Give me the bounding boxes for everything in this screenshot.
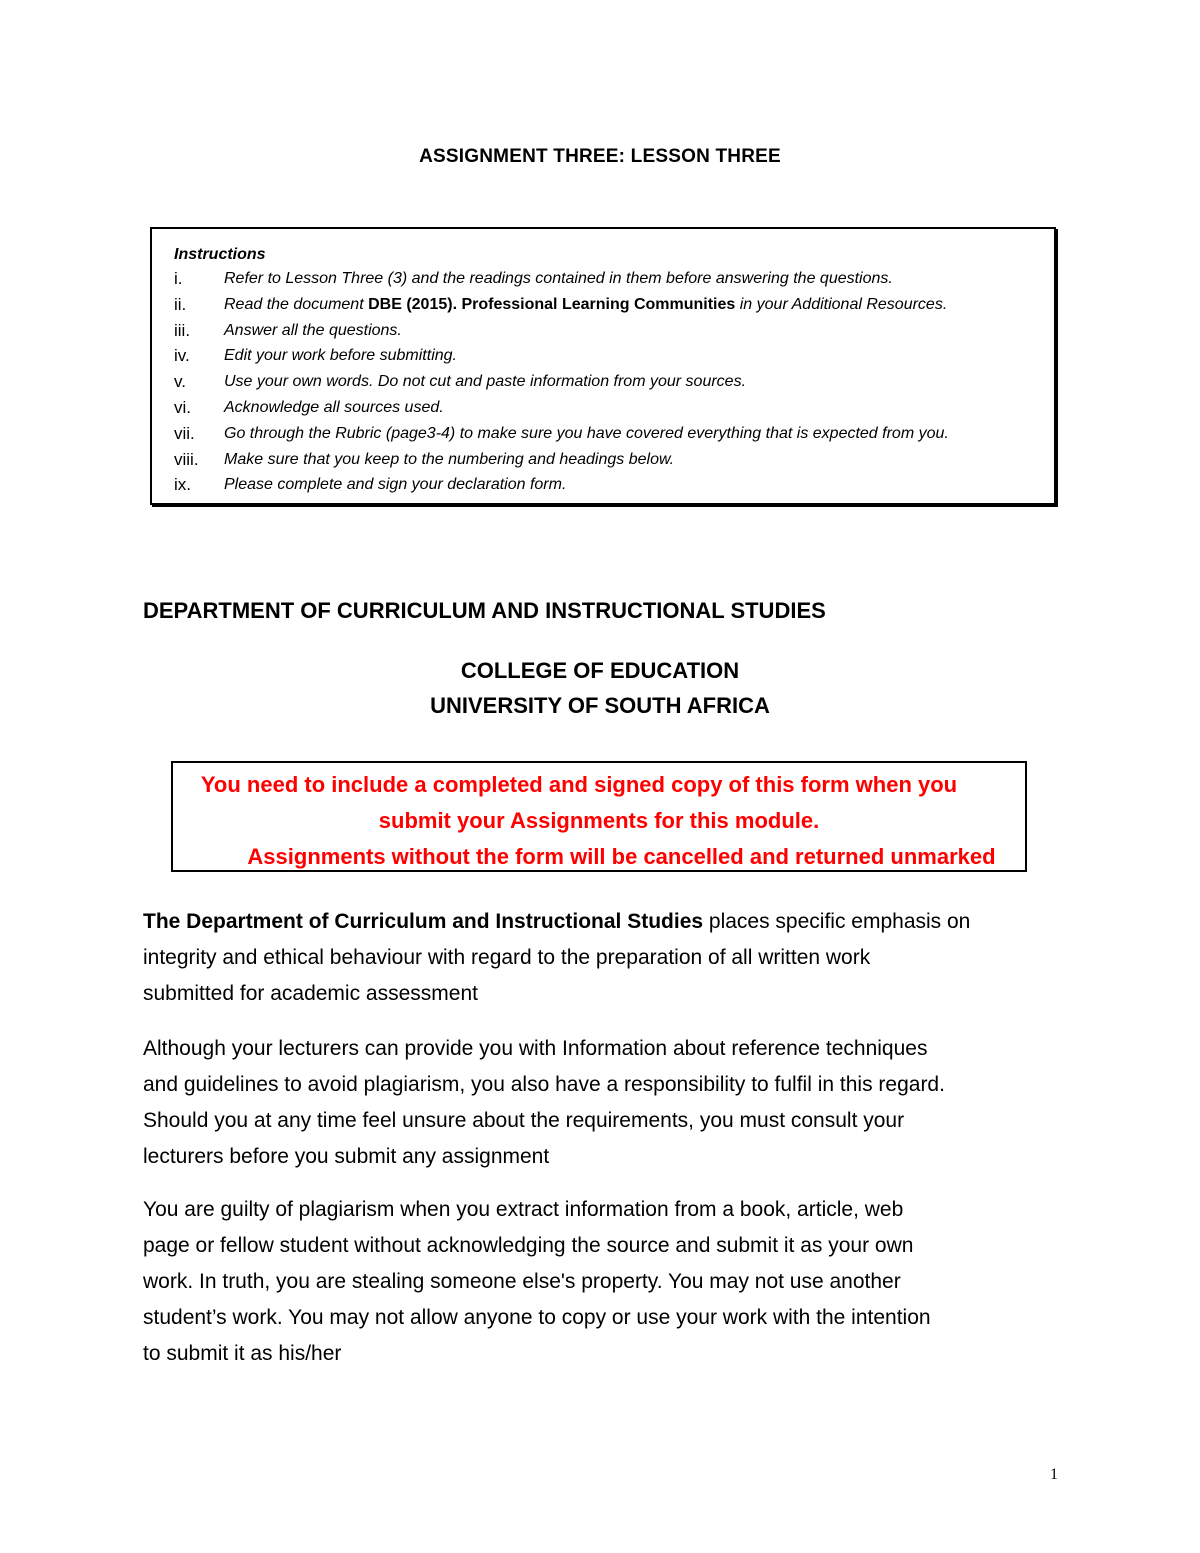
paragraph-line: and guidelines to avoid plagiarism, you also have a responsibility to fulfil in this regard. <box>143 1073 945 1096</box>
paragraph-line: integrity and ethical behaviour with regard to the preparation of all written work <box>143 946 871 969</box>
instruction-item <box>174 447 1054 473</box>
notice-line: submit your Assignments for this module. <box>378 808 820 833</box>
instruction-number: viii. <box>174 449 199 469</box>
instruction-text: Make sure that you keep to the numbering and headings below. <box>224 450 675 468</box>
instruction-text: Refer to Lesson Three (3) and the readings contained in them before answering the questions. <box>224 270 893 287</box>
instruction-text: Go through the Rubric (page3-4) to make sure you have covered everything that is expected from you. <box>224 424 949 442</box>
responsibility-paragraph <box>143 1031 1063 1175</box>
instruction-item <box>174 395 1054 421</box>
instruction-text: Use your own words. Do not cut and paste information from your sources. <box>224 373 747 391</box>
instruction-number: vi. <box>174 397 191 417</box>
instruction-text-post: in your Additional Resources. <box>735 295 948 313</box>
page-title: ASSIGNMENT THREE: LESSON THREE <box>419 146 781 167</box>
notice-line: You need to include a completed and signed copy of this form when you <box>200 772 958 797</box>
instruction-number: v. <box>174 372 186 392</box>
instruction-number: iv. <box>174 346 190 366</box>
notice-line: Assignments without the form will be cancelled and returned unmarked <box>247 844 996 869</box>
instruction-text: Please complete and sign your declaration form. <box>224 476 567 494</box>
instruction-item <box>174 369 1054 395</box>
integrity-paragraph <box>143 904 1063 1012</box>
instruction-item <box>174 472 1054 498</box>
instructions-list <box>174 266 1054 498</box>
paragraph-line: Although your lecturers can provide you with Information about reference techniques <box>143 1037 928 1060</box>
paragraph-line <box>143 904 1063 940</box>
instruction-number: ii. <box>174 294 187 314</box>
plagiarism-paragraph <box>143 1192 1063 1372</box>
instruction-item <box>174 292 1054 318</box>
department-heading: DEPARTMENT OF CURRICULUM AND INSTRUCTIONAL STUDIES <box>143 598 826 623</box>
instruction-text-pre: Read the document <box>224 295 369 313</box>
paragraph-line: work. In truth, you are stealing someone else's property. You may not use another <box>143 1270 901 1293</box>
page-number: 1 <box>1050 1466 1058 1483</box>
instructions-heading: Instructions <box>174 246 266 263</box>
instruction-number: vii. <box>174 423 195 443</box>
paragraph-line: page or fellow student without acknowledging the source and submit it as your own <box>143 1234 914 1257</box>
instruction-text <box>224 292 947 318</box>
instruction-number: iii. <box>174 320 191 340</box>
department-name-bold: The Department of Curriculum and Instructional Studies <box>143 910 704 933</box>
paragraph-line: You are guilty of plagiarism when you extract information from a book, article, web <box>143 1198 904 1221</box>
document-reference: DBE (2015). Professional Learning Communities <box>368 295 736 313</box>
paragraph-line: to submit it as his/her <box>143 1342 342 1365</box>
instruction-item <box>174 318 1054 344</box>
paragraph-line: submitted for academic assessment <box>143 982 478 1005</box>
paragraph-line: student’s work. You may not allow anyone to copy or use your work with the intention <box>143 1306 931 1329</box>
instruction-text: Acknowledge all sources used. <box>224 398 444 416</box>
paragraph-line: lecturers before you submit any assignment <box>143 1145 550 1168</box>
instruction-number: ix. <box>174 475 191 495</box>
instruction-text: Answer all the questions. <box>224 321 402 339</box>
paragraph-line: Should you at any time feel unsure about the requirements, you must consult your <box>143 1109 905 1132</box>
college-heading: COLLEGE OF EDUCATION <box>460 658 740 683</box>
instructions-box <box>150 227 1056 505</box>
instruction-item <box>174 266 1054 292</box>
instruction-text: Edit your work before submitting. <box>224 347 457 365</box>
instruction-number: i. <box>174 269 183 288</box>
instruction-item <box>174 343 1054 369</box>
paragraph-line-rest: places specific emphasis on <box>703 910 971 933</box>
declaration-notice-box <box>171 761 1027 872</box>
instruction-item <box>174 421 1054 447</box>
university-heading: UNIVERSITY OF SOUTH AFRICA <box>430 693 770 718</box>
